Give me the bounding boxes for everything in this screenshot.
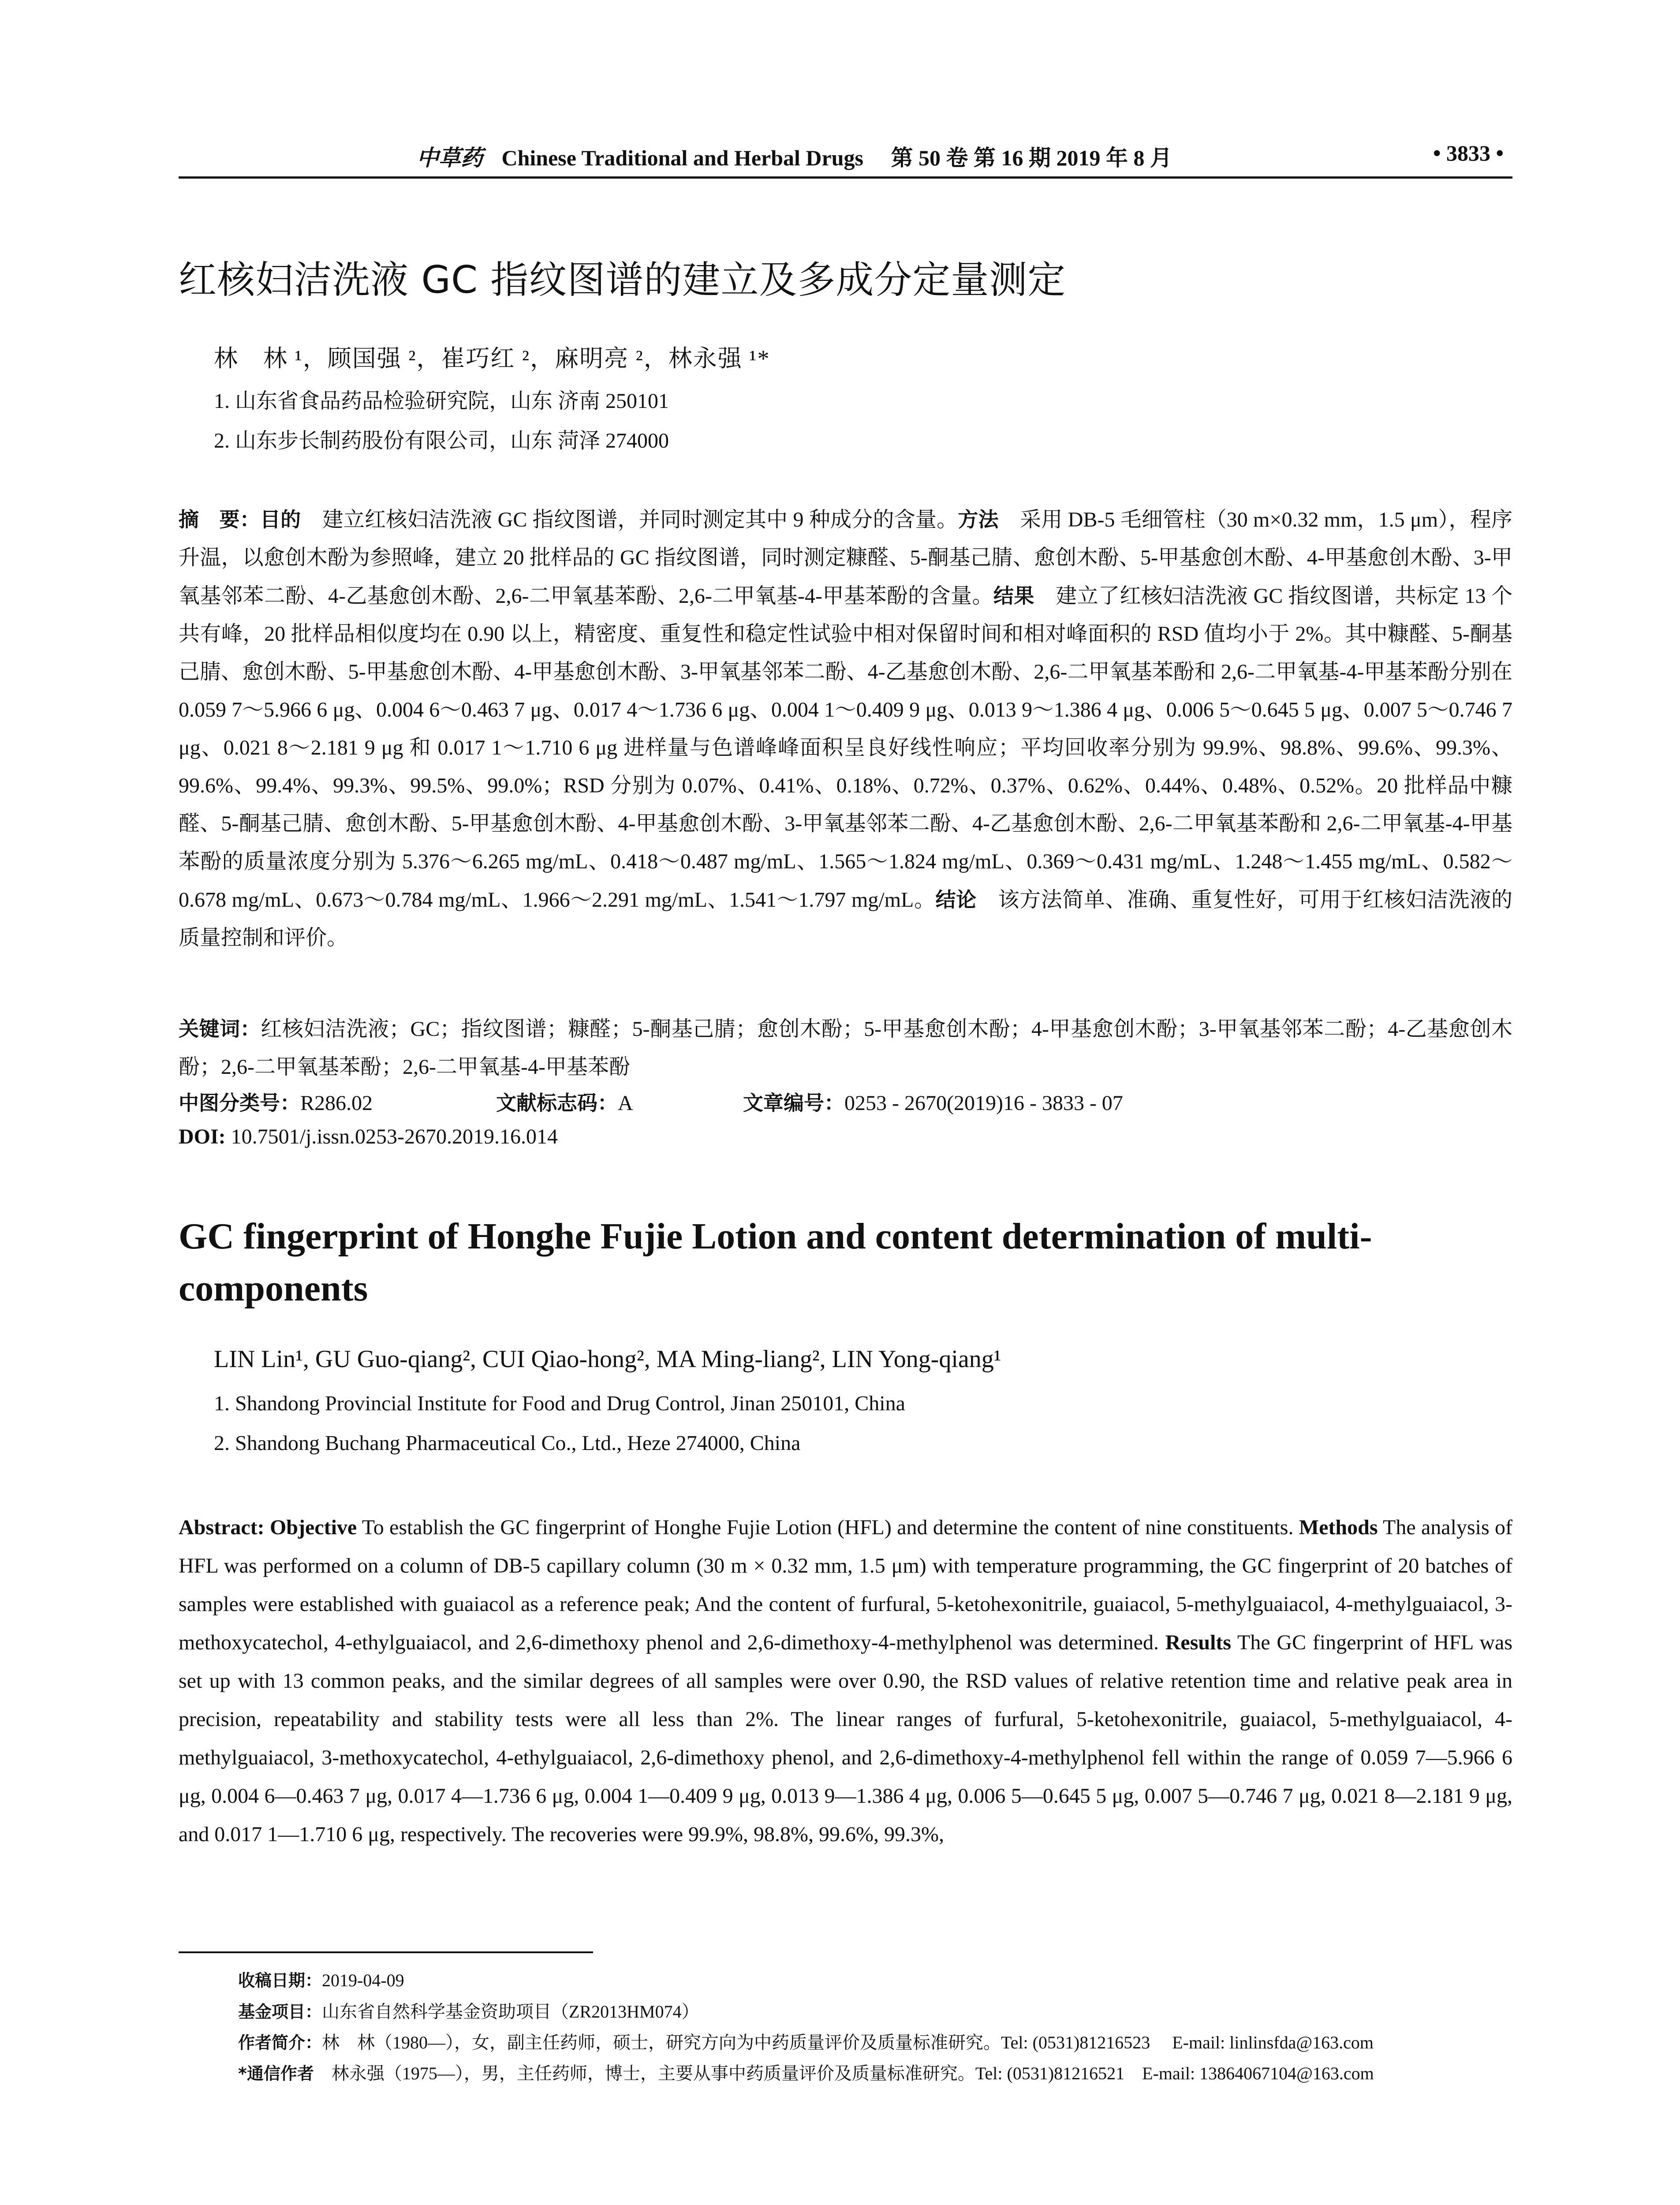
doi-label: DOI: [179,1125,226,1148]
article-number-item [743,1087,1123,1116]
issue-info: 第 50 卷 第 16 期 2019 年 8 月 [891,146,1172,170]
footnote-author-bio [238,2029,1374,2054]
footnote-received [238,1967,404,1991]
english-authors: LIN Lin¹, GU Guo-qiang², CUI Qiao-hong², MA Ming-liang², LIN Yong-qiang¹ [214,1345,1001,1373]
page-number: • 3833 • [1433,141,1504,165]
english-affiliation-1: 1. Shandong Provincial Institute for Food and Drug Control, Jinan 250101, China [214,1392,905,1415]
objective-text: 建立红核妇洁洗液 GC 指纹图谱，并同时测定其中 9 种成分的含量。 [301,508,958,531]
methods-label: 方法 [958,508,999,531]
clc-value: R286.02 [300,1091,373,1115]
abstract-label: 摘 要： [179,508,260,531]
english-affiliation-2: 2. Shandong Buchang Pharmaceutical Co., Ltd., Heze 274000, China [214,1431,801,1455]
results-label: 结果 [993,584,1034,608]
running-header [179,140,1512,179]
en-objective-text: To establish the GC fingerprint of Honghe Fujie Lotion (HFL) and determine the content of nine constituents. [357,1516,1299,1539]
bio-label: 作者简介： [238,2033,322,2052]
journal-name-en: Chinese Traditional and Herbal Drugs [501,146,863,170]
chinese-affiliation-2: 2. 山东步长制药股份有限公司，山东 菏泽 274000 [214,429,669,452]
chinese-keywords [179,1010,1512,1086]
en-methods-label: Methods [1299,1516,1378,1539]
chinese-affiliation-1: 1. 山东省食品药品检验研究院，山东 济南 250101 [214,389,669,413]
keywords-label: 关键词： [179,1017,261,1041]
bio-value: 林 林（1980—），女，副主任药师，硕士，研究方向为中药质量评价及质量标准研究。Tel: (0531)81216523 E-mail: linlinsfda@163.com [322,2033,1374,2052]
chinese-title: 红核妇洁洗液 GC 指纹图谱的建立及多成分定量测定 [179,258,1066,302]
footnote-corresponding [238,2059,1374,2085]
clc-label: 中图分类号： [179,1091,300,1115]
corresponding-value: 林永强（1975—），男，主任药师，博士，主要从事中药质量评价及质量标准研究。Tel: (0531)81216521 E-mail: 13864067104@163.com [314,2063,1374,2083]
clc-item [179,1087,496,1116]
english-title: GC fingerprint of Honghe Fujie Lotion and content determination of multi-components [179,1216,1372,1309]
chinese-authors: 林 林 ¹，顾国强 ²，崔巧红 ²，麻明亮 ²，林永强 ¹* [214,345,770,372]
results-text: 建立了红核妇洁洗液 GC 指纹图谱，共标定 13 个共有峰，20 批样品相似度均在 0.90 以上，精密度、重复性和稳定性试验中相对保留时间和相对峰面积的 RSD 值均小于 2%。其中糠醛、5-酮基己腈、愈创木酚、5-甲基愈创木酚、4-甲基愈创木酚、3-甲氧基邻苯二酚、4-乙基愈创木酚、2,6-二甲氧基苯酚和 2,6-二甲氧基-4-甲基苯酚分别在 0.059 7～5.966 6 μg、0.004 6～0.463 7 μg、0.017 4～1.736 6 μg、0.004 1～0.409 9 μg、0.013 9～1.386 4 μg、0.006 5～0.645 5 μg、0.007 5～0.746 7 μg、0.021 8～2.181 9 μg 和 0.017 1～1.710 6 μg 进样量与色谱峰峰面积呈良好线性响应；平均回收率分别为 99.9%、98.8%、99.6%、99.3%、99.6%、99.4%、99.3%、99.5%、99.0%；RSD 分别为 0.07%、0.41%、0.18%、0.72%、0.37%、0.62%、0.44%、0.48%、0.52%。20 批样品中糠醛、5-酮基己腈、愈创木酚、5-甲基愈创木酚、4-甲基愈创木酚、3-甲氧基邻苯二酚、4-乙基愈创木酚、2,6-二甲氧基苯酚和 2,6-二甲氧基-4-甲基苯酚的质量浓度分别为 5.376～6.265 mg/mL、0.418～0.487 mg/mL、1.565～1.824 mg/mL、0.369～0.431 mg/mL、1.248～1.455 mg/mL、0.582～0.678 mg/mL、0.673～0.784 mg/mL、1.966～2.291 mg/mL、1.541～1.797 mg/mL。 [179,584,1513,912]
journal-line [417,140,1172,172]
footnote-divider [179,1951,593,1953]
en-abstract-label: Abstract: Objective [179,1516,357,1539]
chinese-abstract [179,501,1512,957]
keywords-text: 红核妇洁洗液；GC；指纹图谱；糠醛；5-酮基己腈；愈创木酚；5-甲基愈创木酚；4-甲基愈创木酚；3-甲氧基邻苯二酚；4-乙基愈创木酚；2,6-二甲氧基苯酚；2,6-二甲氧基-4-甲基苯酚 [179,1017,1513,1079]
en-methods-text: The analysis of HFL was performed on a column of DB-5 capillary column (30 m × 0.32 mm, 1.5 μm) with temperature programming, the GC fingerprint of 20 batches of samples were established with guaiacol as a reference peak; And the content of furfural, 5-ketohexonitrile, guaiacol, 5-methylguaiacol, 4-methylguaiacol, 3-methoxycatechol, 4-ethylguaiacol, and 2,6-dimethoxy phenol and 2,6-dimethoxy-4-methylphenol was determined. [179,1516,1512,1654]
doi-line [179,1125,558,1149]
journal-name-cn: 中草药 [417,146,483,170]
doc-code-item [496,1087,743,1116]
corresponding-label: *通信作者 [238,2064,314,2083]
received-value: 2019-04-09 [322,1970,404,1990]
classification-line [179,1087,1123,1116]
english-abstract [179,1508,1512,1854]
en-results-text: The GC fingerprint of HFL was set up with 13 common peaks, and the similar degrees of all samples were over 0.90, the RSD values of relative retention time and relative peak area in precision, repeatability and stability tests were all less than 2%. The linear ranges of furfural, 5-ketohexonitrile, guaiacol, 5-methylguaiacol, 4-methylguaiacol, 3-methoxycatechol, 4-ethylguaiacol, 2,6-dimethoxy phenol, and 2,6-dimethoxy-4-methylphenol fell within the range of 0.059 7—5.966 6 μg, 0.004 6—0.463 7 μg, 0.017 4—1.736 6 μg, 0.004 1—0.409 9 μg, 0.013 9—1.386 4 μg, 0.006 5—0.645 5 μg, 0.007 5—0.746 7 μg, 0.021 8—2.181 9 μg, and 0.017 1—1.710 6 μg, respectively. The recoveries were 99.9%, 98.8%, 99.6%, 99.3%, [179,1631,1513,1846]
doc-code-value: A [618,1091,633,1115]
article-number-value: 0253 - 2670(2019)16 - 3833 - 07 [844,1091,1123,1115]
article-number-label: 文章编号： [743,1091,844,1115]
fund-label: 基金项目： [238,2002,322,2022]
received-label: 收稿日期： [238,1971,322,1990]
footnote-fund [238,1998,699,2023]
conclusion-label: 结论 [935,888,977,912]
doc-code-label: 文献标志码： [496,1091,618,1115]
conclusion-text: 该方法简单、准确、重复性好，可用于红核妇洁洗液的质量控制和评价。 [179,888,1512,949]
fund-value: 山东省自然科学基金资助项目（ZR2013HM074） [322,2002,699,2022]
methods-text: 采用 DB-5 毛细管柱（30 m×0.32 mm，1.5 μm），程序升温，以愈创木酚为参照峰，建立 20 批样品的 GC 指纹图谱，同时测定糠醛、5-酮基己腈、愈创木酚、5-甲基愈创木酚、4-甲基愈创木酚、3-甲氧基邻苯二酚、4-乙基愈创木酚、2,6-二甲氧基苯酚、2,6-二甲氧基-4-甲基苯酚的含量。 [179,508,1513,608]
en-results-label: Results [1165,1631,1232,1654]
objective-label: 目的 [260,508,301,531]
doi-value[interactable]: 10.7501/j.issn.0253-2670.2019.16.014 [225,1125,558,1148]
